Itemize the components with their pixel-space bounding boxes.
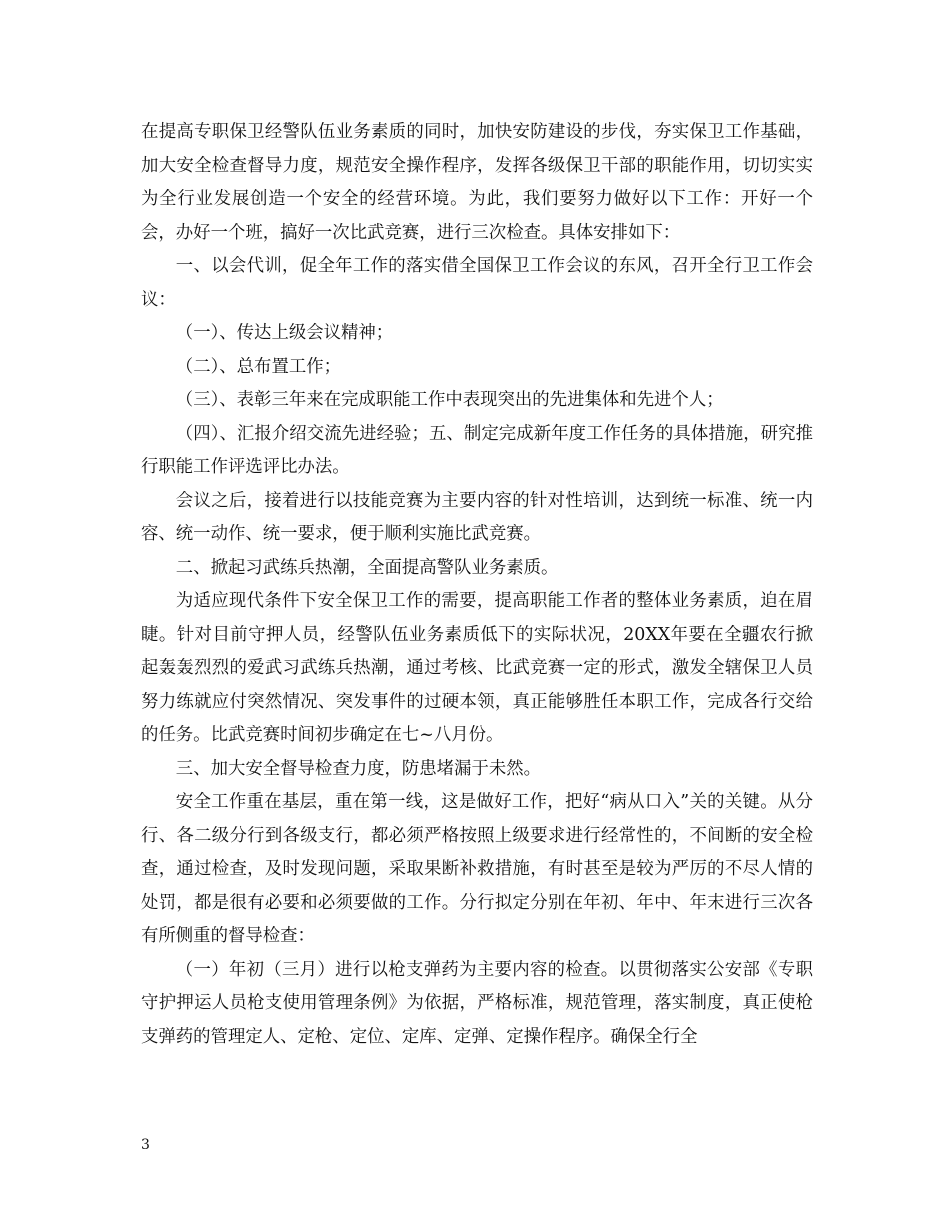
paragraph-4: （二）、总布置工作；: [175, 356, 342, 377]
paragraph-1: 在提高专职保卫经警队伍业务素质的同时，加快安防建设的步伐，夯实保卫工作基础，加大安全检查督导力度，规范安全操作程序，发挥各级保卫干部的职能作用，切切实实为全行业发展创造一个安全的经营环境。为此，我们要努力做好以下工作：开好一个会，办好一个班，搞好一次比武竞赛，进行三次检查。具体安排如下：: [141, 122, 813, 243]
paragraph-7: 会议之后，接着进行以技能竞赛为主要内容的针对性培训，达到统一标准、统一内容、统一动作、统一要求，便于顺利实施比武竞赛。: [141, 490, 813, 544]
paragraph-11: 安全工作重在基层，重在第一线，这是做好工作，把好“病从口入”关的关键。从分行、各二级分行到各级支行，都必须严格按照上级要求进行经常性的，不间断的安全检查，通过检查，及时发现问题，采取果断补救措施，有时甚至是较为严厉的不尽人情的处罚，都是很有必要和必须要做的工作。分行拟定分别在年初、年中、年末进行三次各有所侧重的督导检查：: [141, 792, 813, 946]
paragraph-8: 二、掀起习武练兵热潮，全面提高警队业务素质。: [175, 557, 559, 578]
document-body: [141, 116, 813, 1054]
paragraph-12: （一）年初（三月）进行以枪支弹药为主要内容的检查。以贯彻落实公安部《专职守护押运人员枪支使用管理条例》为依据，严格标准，规范管理，落实制度，真正使枪支弹药的管理定人、定枪、定位、定库、定弹、定操作程序。确保全行全: [141, 959, 813, 1047]
paragraph-9: 为适应现代条件下安全保卫工作的需要，提高职能工作者的整体业务素质，迫在眉睫。针对目前守押人员，经警队伍业务素质低下的实际状况，20XX年要在全疆农行掀起轰轰烈烈的爱武习武练兵热潮，通过考核、比武竞赛一定的形式，激发全辖保卫人员努力练就应付突然情况、突发事件的过硬本领，真正能够胜任本职工作，完成各行交给的任务。比武竞赛时间初步确定在七~八月份。: [141, 591, 813, 745]
paragraph-2: 一、以会代训，促全年工作的落实借全国保卫工作会议的东风，召开全行卫工作会议：: [141, 256, 813, 310]
paragraph-6: （四）、汇报介绍交流先进经验；五、制定完成新年度工作任务的具体措施，研究推行职能工作评选评比办法。: [141, 423, 813, 477]
paragraph-3: （一）、传达上级会议精神；: [175, 323, 394, 343]
paragraph-5: （三）、表彰三年来在完成职能工作中表现突出的先进集体和先进个人；: [175, 390, 724, 410]
page-number: 3: [141, 1137, 150, 1153]
paragraph-10: 三、加大安全督导检查力度，防患堵漏于未然。: [175, 758, 542, 779]
